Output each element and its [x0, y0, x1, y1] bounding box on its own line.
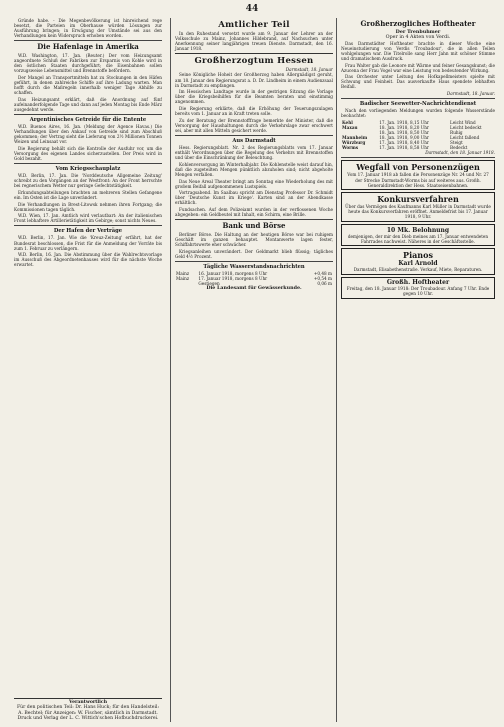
- column-middle: [170, 18, 333, 722]
- table-cell: 0,06 m: [317, 280, 332, 286]
- ad-title: Großh. Hoftheater: [386, 279, 450, 287]
- article-paragraph: Berliner Börse. Die Haltung an der heutigen Börse war bei ruhigem Geschäft im ganzen behauptet. Montanwerte lagen fester, Schiffahrtswerte eher schwächer.: [175, 231, 333, 247]
- article-paragraph: Kriegsanleihen unverändert. Der Geldmarkt blieb flüssig; tägliches Geld 4½ Prozent.: [175, 248, 333, 259]
- advertisement: [341, 224, 495, 246]
- table-cell: Bedeckt: [450, 145, 468, 151]
- section-title-wasserstand: Tägliche Wasserstandsnachrichten: [203, 263, 305, 270]
- table-cell: Ruhig: [450, 130, 463, 135]
- table-cell: 16. Januar 1918, morgens 8 Uhr: [198, 270, 268, 276]
- article-paragraph: Seine Königliche Hoheit der Großherzog haben Allergnädigst geruht, am 18. Januar den Regierungsrat a. D. Dr. Lindheim in einem Audienzsaal in Darmstadt zu empfangen.: [175, 72, 333, 88]
- intro-paragraph: Gründe habe. - Die Megenbevölkerung ist hinreichend rege besetzt, die Parteien im Oberhause würden Lösungen zur Ausführung bringen; in Erwägung der Umstände sei aus den Verhandlungen kein Widerspruch erhoben worden.: [14, 18, 162, 39]
- advertisement: [341, 277, 495, 299]
- imprint: [14, 698, 162, 722]
- table-cell: Leicht fallend: [450, 135, 480, 141]
- table-cell: Leicht bedeckt: [450, 124, 482, 130]
- play-subline: Oper in 4 Akten von Verdi.: [385, 35, 451, 41]
- section-title-hafenlage: Die Hafenlage in Amerika: [37, 42, 139, 52]
- section-title-hoftheater: Großherzogliches Hoftheater: [360, 19, 476, 28]
- ad-title: Wegfall von Personenzügen: [356, 161, 480, 172]
- table-cell: Kehl: [342, 119, 353, 125]
- article-paragraph: Hess. Regierungsblatt. Nr. 2 des Regierungsblatts vom 17. Januar enthält Verordnungen über die Regelung des Verkehrs mit Brennstoffen und über die Einschränkung der Beleuchtung.: [175, 145, 333, 161]
- divider: [14, 40, 162, 41]
- article-paragraph: Der Mangel an Transportmitteln hat zu Stockungen in den Häfen geführt, in denen zahlreiche Schiffe auf ihre Ladung warten. Man hofft durch die Maßregeln innerhalb weniger Tage Abhilfe zu schaffen.: [14, 74, 162, 96]
- divider: [175, 53, 333, 54]
- section-title-hessen: Großherzogtum Hessen: [194, 56, 314, 67]
- dateline: Darmstadt, 18. Januar: [285, 67, 333, 73]
- table-cell: Würzburg: [342, 140, 366, 146]
- article-paragraph: Das Heizungsamt erklärt, daß die Anordnung auf fünf aufeinanderfolgende Tage und dann auf jeden Montag bis Ende März ausgedehnt werde.: [14, 96, 162, 112]
- weather-intro: Nach den vorliegenden Meldungen wurden folgende Wasserstände beobachtet:: [341, 108, 495, 119]
- newspaper-page: [14, 4, 495, 722]
- page-number: 44: [245, 4, 259, 14]
- article-paragraph: Die Regierung behält sich die Kontrolle der Ausfuhr vor, um die Versorgung des eigenen Landes sicherzustellen. Der Preis wird in Gold bezahlt.: [14, 145, 162, 161]
- article-paragraph: Das Neue Areal Theater bringt am Sonntag eine Wiederholung des mit großem Beifall aufgenommenen Lustspiels.: [175, 178, 333, 189]
- imprint-text: Für den politischen Teil: Dr. Hans Huck; für den Handelsteil: A. Bechtel; für Anzeigen: W. Fischer, sämtlich in Darmstadt. Druck und Verlag der L. C. Wittich'schen Hofbuchdruckerei.: [16, 705, 159, 722]
- section-title-vertraege: Der Hafen der Verträge: [53, 228, 123, 235]
- official-notice: In den Ruhestand versetzt wurde am 9. Januar der Lehrer an der Volksschule zu Mainz, Johannes Hildebrand, auf Nachsuchen unter Anerkennung seiner langjährigen treuen Dienste. Darmstadt, den 16. Januar 1918.: [175, 31, 333, 52]
- article-paragraph: W.D. Berlin, 17. Jan. Die 'Norddeutsche Allgemeine Zeitung' schreibt zu den Vorgängen an der Westfront: An der Front herrschte bei regnerischem Wetter nur geringe Gefechtstätigkeit.: [14, 173, 162, 189]
- table-cell: 18. Jan. 1918, 9,00 Uhr: [379, 135, 429, 141]
- table-cell: 17. Jan. 1918, 8,58 Uhr: [379, 145, 429, 151]
- weather-note: Darmstadt, den 18. Januar 1918.: [425, 150, 495, 156]
- article-paragraph: Die Verhandlungen in Brest-Litowsk nehmen ihren Fortgang; die Kommissionen tagen täglich.: [14, 201, 162, 212]
- ad-text: Vom 17. Januar 1918 ab fallen die Personenzüge Nr. 24 und Nr. 27 der Strecke Darmstadt-Worms bis auf weiteres aus. Großh. Generaldirektion der Hess. Staatseisenbahnen.: [347, 172, 489, 188]
- section-title-boerse: Bank und Börse: [222, 221, 286, 231]
- article-paragraph: Erkundungsabteilungen brachten an mehreren Stellen Gefangene ein. Im Osten ist die Lage unverändert.: [14, 189, 162, 200]
- advertisement: [341, 192, 495, 222]
- section-title-kriegsschauplatz: Vom Kriegsschauplatz: [55, 166, 121, 173]
- table-cell: Worms: [342, 145, 359, 151]
- article-paragraph: W.D. Buenos Aires, 16. Jan. (Meldung der Agence Havas.) Die Verhandlungen über den Ankauf von Getreide sind zum Abschluß gekommen; der Vertrag sieht die Lieferung von 2½ Millionen Tonnen Weizen und Leinsaat vor.: [14, 123, 162, 145]
- section-title-darmstadt: Aus Darmstadt: [232, 138, 276, 144]
- table-cell: 17. Januar 1918, morgens 8 Uhr: [198, 275, 268, 281]
- ad-text: demjenigen, der mir den Dieb meines am 17. Januar entwendeten Fahrrades nachweist. Näheres in der Geschäftsstelle.: [347, 233, 489, 244]
- divider: [175, 135, 333, 136]
- divider: [14, 163, 162, 164]
- article-paragraph: Die Regierung erklärte, daß die Erhöhung der Teuerungszulagen bereits vom 1. Januar an in Kraft treten solle.: [175, 106, 333, 117]
- table-cell: 18. Jan. 1918, 8,50 Uhr: [379, 130, 429, 135]
- article-paragraph: W.D. Wien, 17. Jan. Amtlich wird verlautbart: An der italienischen Front lebhaftere Artillerietätigkeit im Gebirge; sonst nichts Neues.: [14, 213, 162, 224]
- article-paragraph: W.D. Berlin, 16. Jan. Die Abstimmung über die Wahlrechtsvorlage im Ausschuß des Abgeordnetenhauses wird für die nächste Woche erwartet.: [14, 252, 162, 268]
- divider: [341, 157, 495, 158]
- article-paragraph: Fundsachen. Auf dem Polizeiamt wurden in der verflossenen Woche abgegeben: ein Geldbeutel mit Inhalt, ein Schirm, eine Brille.: [175, 207, 333, 218]
- table-cell: Leicht Wind: [450, 119, 476, 125]
- table-cell: 17. Jan. 1918, 8,40 Uhr: [379, 140, 429, 146]
- divider: [14, 114, 162, 115]
- ad-subtitle: Karl Arnold: [398, 260, 438, 268]
- review-paragraph: Frau Walter gab die Leonore mit Wärme und feiner Gesangskunst; die Azucena der Frau Vogel war eine Leistung von bedeutender Wirkung.: [341, 62, 495, 73]
- divider: [175, 219, 333, 220]
- review-paragraph: Das Orchester unter Leitung des Hofkapellmeisters spielte mit Schwung und Feinheit. Das ausverkaufte Haus spendete lebhaften Beifall.: [341, 74, 495, 90]
- table-cell: Mainz: [176, 270, 190, 276]
- table-cell: Mannheim: [342, 135, 368, 141]
- advertisement: [341, 160, 495, 190]
- divider: [175, 261, 333, 262]
- table-cell: Gestiegen: [198, 280, 220, 286]
- section-title-amtlich: Amtlicher Teil: [218, 20, 290, 30]
- imprint-title: Verantwortlich: [68, 699, 108, 705]
- article-paragraph: Vortragsabend. Im Saalbau spricht am Dienstag Professor Dr. Schmidt über 'Deutsche Kunst im Kriege'. Karten sind an der Abendkasse erhältlich.: [175, 190, 333, 206]
- ad-text: Darmstadt, Elisabethenstraße. Verkauf, Miete, Reparaturen.: [353, 267, 483, 273]
- article-paragraph: Zu der Beratung der Brennstofffrage bemerkte der Minister, daß die Versorgung der Haushaltungen durch die Verkehrslage zwar erschwert sei, aber mit allen Mitteln gesichert werde.: [175, 117, 333, 133]
- section-title-wetterdienst: Badischer Seewetter-Nachrichtendienst: [359, 101, 477, 108]
- review-paragraph: Das Darmstädter Hoftheater brachte in dieser Woche eine Neueinstudierung von Verdis 'Troubadour', die in allen Teilen wohlgelungen war. Die Titelrolle sang Herr Jahn mit schöner Stimme und dramatischem Ausdruck.: [341, 40, 495, 61]
- article-paragraph: Im Hessischen Landtage wurde in der gestrigen Sitzung die Vorlage über die Kriegsbeihilfen für die Beamten beraten und einstimmig angenommen.: [175, 89, 333, 105]
- ad-title: Konkursverfahren: [377, 193, 459, 204]
- article-paragraph: Kohlenversorgung im Winterhalbjahr. Die Kohlenstelle weist darauf hin, daß die zugeteilten Mengen pünktlich abzuholen sind; nicht abgeholte Mengen verfallen.: [175, 161, 333, 177]
- table-cell: Maxau: [342, 124, 358, 130]
- column-right: [336, 18, 495, 722]
- column-left: [14, 18, 162, 722]
- article-paragraph: W.D. Washington, 17. Jan. (Reuter.) Der vom Heizungsamt angeordnete Schluß der Fabriken zur Ersparnis von Kohle wird in den östlichen Staaten durchgeführt; die Eisenbahnen sollen vorzugsweise Lebensmittel und Brennstoffe befördern.: [14, 52, 162, 74]
- ad-title: 10 Mk. Belohnung: [386, 226, 450, 234]
- ad-text: Freitag, den 18. Januar 1918: Der Troubadour. Anfang 7 Uhr. Ende gegen 10 Uhr.: [346, 286, 490, 297]
- water-note: Die Landesamt für Gewässerkunde.: [206, 284, 302, 291]
- table-cell: 17. Jan. 1918, 8,15 Uhr: [379, 119, 429, 125]
- dateline: Darmstadt, 18. Januar.: [446, 91, 495, 97]
- table-cell: +0,54 m: [313, 275, 332, 281]
- ad-text: Über das Vermögen des Kaufmanns Karl Müller in Darmstadt wurde heute das Konkursverfahren eröffnet. Anmeldefrist bis 17. Januar 1918, 9 Uhr.: [345, 204, 491, 220]
- water-level-table: [175, 271, 333, 286]
- section-title-getreide: Argentinisches Getreide für die Entente: [29, 116, 147, 123]
- divider: [14, 225, 162, 226]
- weather-table: [341, 120, 495, 151]
- play-title: Der Trenbuhmer: [395, 28, 441, 35]
- table-cell: +0,48 m: [313, 270, 332, 276]
- table-cell: Steigt: [450, 140, 463, 146]
- article-paragraph: W.D. Berlin, 17. Jan. Wie die 'Kreuz-Zeitung' erfährt, hat der Bundesrat beschlossen, die Frist für die Anmeldung der Vorräte bis zum 1. Februar zu verlängern.: [14, 235, 162, 251]
- advertisement: [341, 248, 495, 275]
- divider: [341, 98, 495, 99]
- table-cell: 18. Jan. 1918, 8,20 Uhr: [379, 124, 429, 130]
- ad-title: Pianos: [403, 249, 433, 260]
- table-cell: Mainz: [176, 275, 190, 281]
